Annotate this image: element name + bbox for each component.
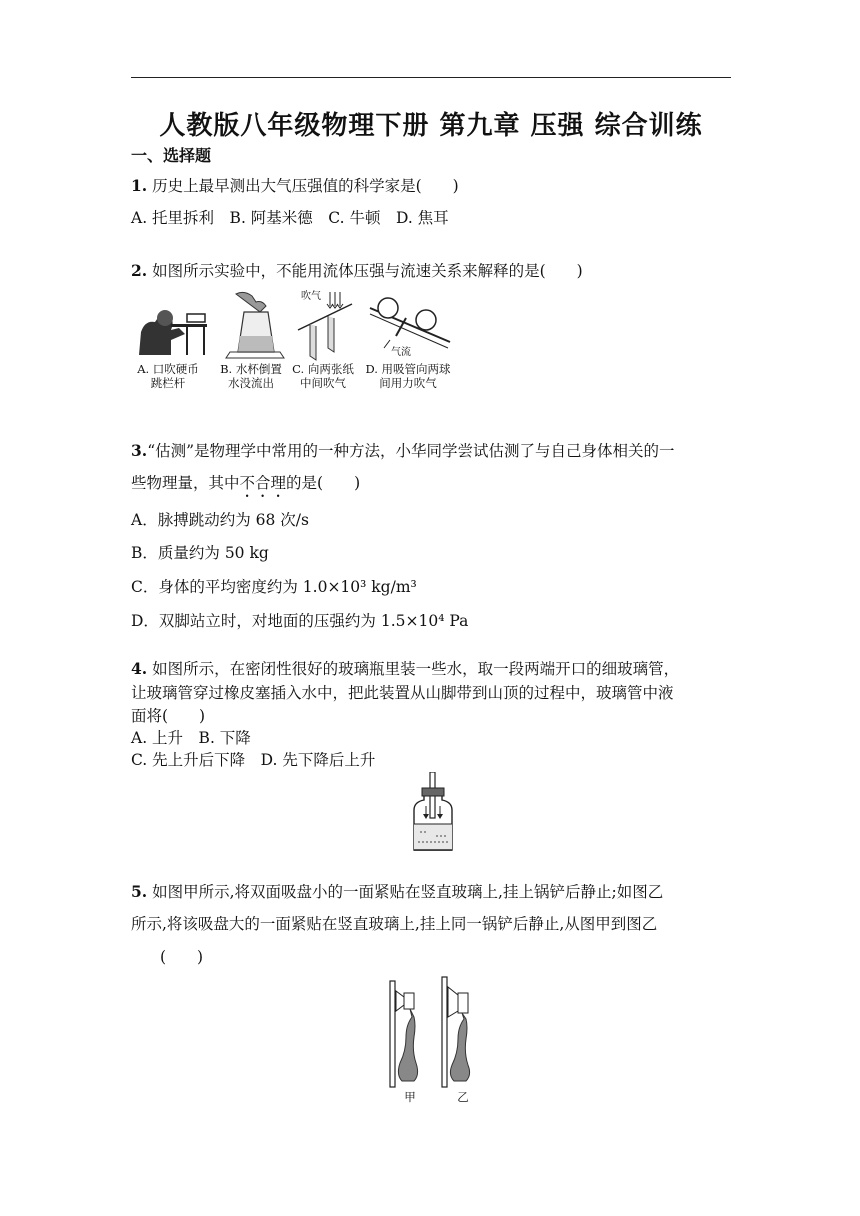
figure-q5-label-left: 甲 <box>404 1090 416 1104</box>
question-5-text-1: 如图甲所示,将双面吸盘小的一面紧贴在竖直玻璃上,挂上锅铲后静止;如图乙 <box>152 883 664 901</box>
question-3-text-2a: 些物理量，其中 <box>131 474 240 492</box>
question-1-stem <box>131 174 459 196</box>
figure-c-blow-label: 吹气 <box>301 291 321 302</box>
question-1-number: 1. <box>131 176 148 195</box>
question-3-stem-line1 <box>131 439 675 461</box>
question-5-number: 5. <box>131 882 148 901</box>
question-4-stem-line2: 让玻璃管穿过橡皮塞插入水中，把此装置从山脚带到山顶的过程中，玻璃管中液 <box>131 684 674 702</box>
header-rule <box>131 77 731 78</box>
question-4-options-line1: A. 上升 B. 下降 <box>131 729 251 747</box>
question-2-text: 如图所示实验中，不能用流体压强与流速关系来解释的是( ) <box>152 262 583 280</box>
figure-q5-label-right: 乙 <box>457 1090 469 1104</box>
question-3-stem-line2 <box>131 471 360 501</box>
figure-q5-suction-cups <box>386 975 482 1091</box>
question-4-text-1: 如图所示，在密闭性很好的玻璃瓶里装一些水，取一段两端开口的细玻璃管， <box>152 660 680 678</box>
page-title: 人教版八年级物理下册 第九章 压强 综合训练 <box>159 111 703 141</box>
question-3-text-1: “估测”是物理学中常用的一种方法，小华同学尝试估测了与自己身体相关的一 <box>147 442 675 460</box>
question-5-stem-line2: 所示,将该吸盘大的一面紧贴在竖直玻璃上,挂上同一锅铲后静止,从图甲到图乙 <box>131 915 658 933</box>
question-3-option-c: C．身体的平均密度约为 1.0×10³ kg/m³ <box>131 578 417 596</box>
question-1-options: A. 托里拆利 B. 阿基米德 C. 牛顿 D. 焦耳 <box>131 209 449 227</box>
question-3-option-b: B．质量约为 50 kg <box>131 544 269 562</box>
question-4-number: 4. <box>131 659 148 678</box>
question-4-stem-line3: 面将( ) <box>131 707 206 725</box>
figure-d-airflow-label: 气流 <box>391 347 411 358</box>
figure-a-caption: A. 口吹硬币 跳栏杆 <box>137 362 199 390</box>
question-1-text: 历史上最早测出大气压强值的科学家是( ) <box>152 177 459 195</box>
question-5-stem-line1 <box>131 880 663 902</box>
question-2-stem <box>131 259 583 281</box>
question-3-option-d: D．双脚站立时，对地面的压强约为 1.5×10⁴ Pa <box>131 612 469 630</box>
question-5-stem-line3: ( ) <box>160 948 204 966</box>
question-3-emphasis: 不合理 <box>239 474 287 492</box>
figure-c-caption: C. 向两张纸 中间吹气 <box>292 362 354 390</box>
figure-c-two-papers <box>294 290 354 362</box>
question-4-stem-line1 <box>131 657 679 679</box>
question-2-number: 2. <box>131 261 148 280</box>
question-3-number: 3. <box>131 441 148 460</box>
section-heading: 一、选择题 <box>131 146 212 165</box>
figure-b-inverted-cup <box>222 290 288 360</box>
question-3-option-a: A．脉搏跳动约为 68 次/s <box>131 511 309 529</box>
question-3-text-2b: 的是( ) <box>286 474 361 492</box>
figure-a-coin-blow <box>131 290 211 360</box>
figure-q4-bottle <box>408 772 458 854</box>
figure-b-caption: B. 水杯倒置 水没流出 <box>220 362 282 390</box>
question-4-options-line2: C. 先上升后下降 D. 先下降后上升 <box>131 751 376 769</box>
figure-d-caption: D. 用吸管向两球 间用力吹气 <box>365 362 451 390</box>
